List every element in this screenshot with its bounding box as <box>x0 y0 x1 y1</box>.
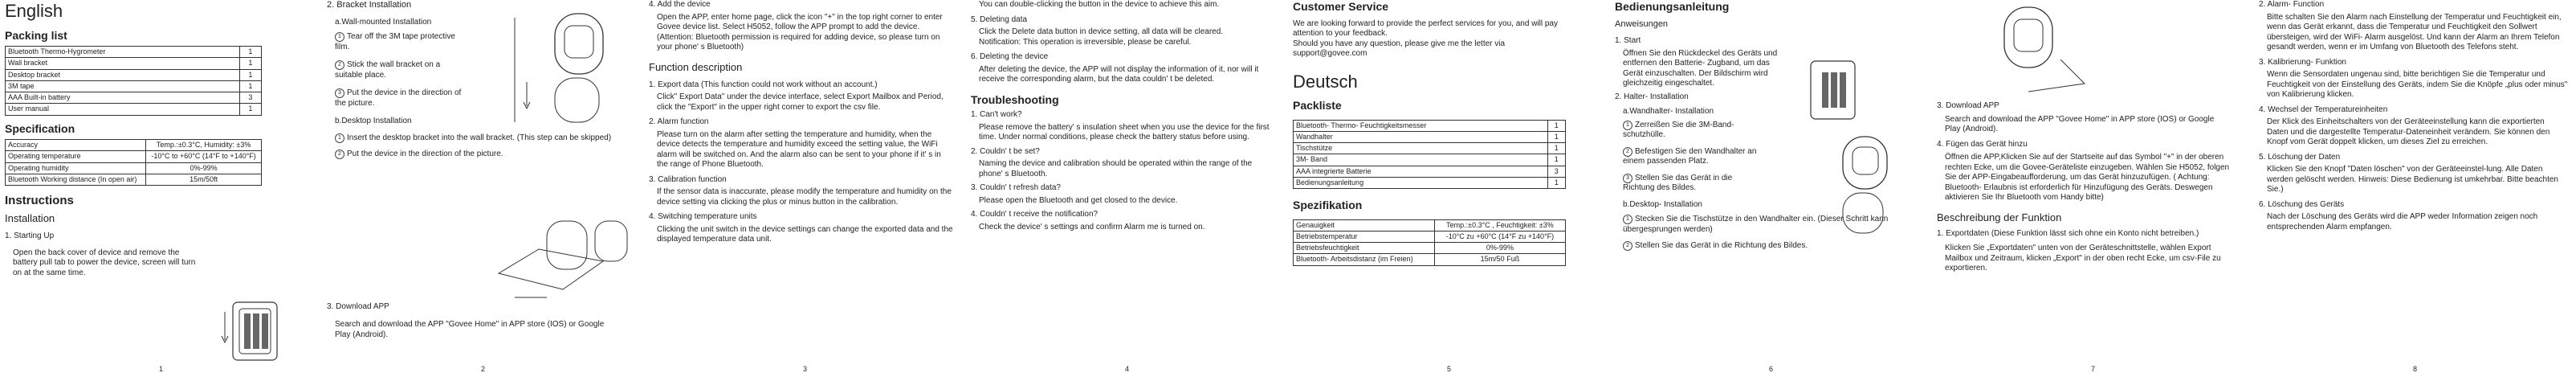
installation-title: Installation <box>5 211 55 224</box>
step-text: Search and download the APP "Govee Home" in APP store (IOS) or Google Play (Android). <box>1945 114 2215 133</box>
function-item-text: Bitte schalten Sie den Alarm nach Einstellung der Temperatur und Feuchtigkeit ein, wenn das Gerät erkannt, dass die Temperatur und Feuchtigkeit den Sollwert übersteigen, wird der WiFi- Alarm ausgelöst. Und kann der Alarm an Ihrem Telefon gesandt werden, wenn er im Umfang von Bluetooth des Telefons steht. <box>2267 12 2562 51</box>
function-item-title: 5. Deleting data <box>971 14 1028 24</box>
table-cell-label: Wandhalter <box>1294 131 1548 142</box>
troubleshooting-title: Troubleshooting <box>971 92 1059 106</box>
table-cell-label: Betriebsfeuchtigkeit <box>1294 243 1435 254</box>
subsection-title: b.Desktop Installation <box>335 117 412 126</box>
table-row <box>6 104 262 115</box>
customer-service-title: Customer Service <box>1293 0 1389 13</box>
page-7 <box>1932 0 2254 377</box>
table-row <box>1294 166 1566 177</box>
step-title: 1. Starting Up <box>5 232 55 240</box>
packing-list-title: Packliste <box>1293 99 1342 112</box>
function-item-text: After deleting the device, the APP will not display the information of it, nor will it receive the corresponding alarm, but the data couldn' t be deleted. <box>979 64 1259 84</box>
subsection-title: a.Wandhalter- Installation <box>1623 107 1714 117</box>
packing-list-table <box>1293 120 1566 190</box>
table-row <box>1294 243 1566 254</box>
table-cell-label: 3M tape <box>6 80 240 92</box>
device-back-illustration <box>217 296 305 364</box>
table-cell-label: Bluetooth Working distance (In open air) <box>6 174 146 185</box>
wall-mount-illustration <box>507 10 635 130</box>
table-row <box>6 47 262 58</box>
table-row <box>6 174 262 185</box>
device-illustration <box>1980 3 2101 100</box>
table-cell-value: 3 <box>239 92 261 104</box>
table-row <box>6 58 262 69</box>
step-title: 4. Fügen das Gerät hinzu <box>1937 139 2028 149</box>
language-title: Deutsch <box>1293 71 1358 92</box>
table-cell-value: 15m/50 Fuß <box>1434 254 1565 265</box>
function-item-title: 6. Deleting the device <box>971 52 1049 61</box>
page-number: 6 <box>1768 364 1773 373</box>
table-cell-label: Operating humidity <box>6 162 146 174</box>
function-item-text: Please turn on the alarm after setting the temperature and humidity, when the device detects the temperature and humidity exceed the setting value, the WiFi alarm will be switched on. And the alarm also can be sent to your phone if it' s in the range of Phone Bluetooth. <box>657 129 941 170</box>
table-row <box>1294 177 1566 188</box>
step-text: Open the back cover of device and remove the battery pull tab to power the device, screen will turn on at the same time. <box>13 248 196 277</box>
table-row <box>6 162 262 174</box>
list-item: 1 Tear off the 3M tape protective film. <box>335 32 455 51</box>
table-cell-value: 1 <box>239 80 261 92</box>
function-item-title: 4. Switching temperature units <box>649 212 757 222</box>
table-cell-label: User manual <box>6 104 240 115</box>
table-cell-label: Bluetooth- Thermo- Feuchtigkeitsmesser <box>1294 120 1548 131</box>
table-cell-label: Operating temperature <box>6 151 146 162</box>
table-row <box>1294 254 1566 265</box>
table-cell-label: AAA integrierte Batterie <box>1294 166 1548 177</box>
table-cell-value: 15m/50ft <box>146 174 262 185</box>
table-row <box>6 69 262 80</box>
table-cell-value: 1 <box>239 47 261 58</box>
packing-list-table <box>5 46 262 116</box>
desktop-mount-illustration <box>483 217 635 313</box>
faq-question: 3. Couldn' t refresh data? <box>971 183 1061 192</box>
table-cell-label: Bluetooth Thermo-Hygrometer <box>6 47 240 58</box>
table-cell-label: Tischstütze <box>1294 143 1548 154</box>
list-item: 1 Stecken Sie die Tischstütze in den Wandhalter ein. (Dieser Schritt kann übergesprungen werden) <box>1623 215 1889 234</box>
table-cell-value: -10°C zu +60°C (14°F zu +140°F) <box>1434 231 1565 242</box>
page-2 <box>322 0 644 377</box>
table-row <box>1294 143 1566 154</box>
table-row <box>6 140 262 151</box>
page-4 <box>966 0 1288 377</box>
table-cell-value: 1 <box>1547 120 1565 131</box>
page-5 <box>1288 0 1610 377</box>
page-8 <box>2254 0 2576 377</box>
step-title: 2. Halter- Installation <box>1615 92 1689 101</box>
table-row <box>1294 231 1566 242</box>
table-row <box>1294 120 1566 131</box>
faq-question: 4. Couldn' t receive the notification? <box>971 210 1098 219</box>
page-number: 7 <box>2090 364 2095 373</box>
section-text: Search and download the APP "Govee Home" in APP store (IOS) or Google Play (Android). <box>335 320 605 339</box>
step-title: 3. Download APP <box>1937 101 1999 110</box>
section-title: 4. Add the device <box>649 0 711 9</box>
page-number: 8 <box>2412 364 2417 373</box>
table-cell-value: 0%-99% <box>146 162 262 174</box>
faq-answer: Naming the device and calibration should be operated within the range of the phone' s Bluetooth. <box>979 159 1253 178</box>
page-6 <box>1610 0 1932 377</box>
section-title: 3. Download APP <box>327 302 389 311</box>
section-text: Open the APP, enter home page, click the icon "+" in the top right corner to enter Govee device list. Select H5052, follow the APP prompt to add the device. (Attention: Bluetooth permission is required for adding device, so please turn on your phone' s Bluetooth) <box>657 12 943 51</box>
wall-mount-illustration <box>1795 133 1923 237</box>
table-row <box>6 80 262 92</box>
table-cell-value: 1 <box>239 58 261 69</box>
table-row <box>1294 154 1566 166</box>
table-cell-value: 3 <box>1547 166 1565 177</box>
function-item-title: 2. Alarm- Function <box>2259 0 2325 9</box>
function-item-title: 5. Löschung der Daten <box>2259 152 2341 162</box>
table-row <box>1294 219 1566 231</box>
table-cell-label: AAA Built-in battery <box>6 92 240 104</box>
function-item-text: If the sensor data is inaccurate, please modify the temperature and humidity on the device setting via clicking the plus or minus button in the calibration. <box>657 187 952 207</box>
table-cell-label: 3M- Band <box>1294 154 1548 166</box>
table-cell-value: 1 <box>239 69 261 80</box>
table-cell-label: Bluetooth- Arbeitsdistanz (im Freien) <box>1294 254 1435 265</box>
function-item-title: 3. Calibration function <box>649 174 727 184</box>
table-cell-label: Genauigkeit <box>1294 219 1435 231</box>
function-title: Beschreibung der Funktion <box>1937 211 2062 223</box>
function-item-text: Klicken Sie den Knopf "Daten löschen" von der Geräteeinstel-lung. Alle Daten werden gelöscht werden. Hinweis: Diese Bedienung ist umkehrbar. Bitte beachten Sie.) <box>2267 165 2558 194</box>
table-cell-value: Temp.:±0.3°C , Feuchtigkeit: ±3% <box>1434 219 1565 231</box>
function-item-title: 1. Exportdaten (Diese Funktion lässt sich ohne ein Konto nicht betreiben.) <box>1937 228 2199 238</box>
function-item-text: Der Klick des Einheitschalters von der Geräteeinstellung kann die exportierten Daten und die dargestellte Temperatur-Dateneinheit verändern. Sie können den Knopf vom Gerät doppelt klicken, um dieses Ziel zu erreichen. <box>2267 117 2550 146</box>
page-number: 1 <box>158 364 163 373</box>
function-item-title: 2. Alarm function <box>649 117 709 127</box>
specification-table <box>1293 219 1566 266</box>
function-item-text: Wenn die Sensordaten ungenau sind, bitte berichtigen Sie die Temperatur und Feuchtigkeit von der Einstellung des Geräts, indem Sie die Knöpfe „plus oder minus" von Kalibrierung klicken. <box>2267 70 2568 99</box>
list-item: 3 Put the device in the direction of the picture. <box>335 88 462 108</box>
page-number: 3 <box>802 364 807 373</box>
list-item: 2 Befestigen Sie den Wandhalter an einem passenden Platz. <box>1623 146 1757 166</box>
table-cell-value: 0%-99% <box>1434 243 1565 254</box>
page-number: 4 <box>1124 364 1129 373</box>
subsection-title: Anweisungen <box>1615 18 1669 29</box>
faq-answer: Please remove the battery' s insulation sheet when you use the device for the first time. Under normal conditions, please check the battery status before using. <box>979 122 1270 141</box>
faq-answer: Please open the Bluetooth and get closed to the device. <box>979 195 1178 205</box>
table-cell-label: Bedienungsanleitung <box>1294 177 1548 188</box>
step-text: Öffnen Sie den Rückdeckel des Geräts und entfernen den Batterie- Zugband, um das Gerät einzuschalten. Der Bildschirm wird gleichzeitig eingeschaltet. <box>1623 48 1778 88</box>
page-number: 2 <box>480 364 485 373</box>
section-title: Bedienungsanleitung <box>1615 0 1730 13</box>
customer-service-text: We are looking forward to provide the perfect services for you, and will pay attention to your feedback. Should you have any question, please give me the letter via support@govee.com <box>1293 18 1558 58</box>
list-item: 3 Stellen Sie das Gerät in die Richtung des Bildes. <box>1623 173 1733 193</box>
function-item-text: Click the Delete data button in device setting, all data will be cleared. Notification: This operation is irreversible, please be careful. <box>979 27 1224 47</box>
function-item-title: 6. Löschung des Geräts <box>2259 199 2345 209</box>
specification-title: Specification <box>5 121 75 135</box>
page-3 <box>644 0 966 377</box>
list-item: 2 Stellen Sie das Gerät in die Richtung des Bildes. <box>1623 241 1896 252</box>
list-item: 2 Put the device in the direction of the picture. <box>335 150 616 160</box>
table-cell-value: 1 <box>239 104 261 115</box>
function-item-title: 4. Wechsel der Temperatureinheiten <box>2259 104 2388 114</box>
packing-list-title: Packing list <box>5 28 67 42</box>
faq-answer: Check the device' s settings and confirm Alarm me is turned on. <box>979 222 1205 232</box>
table-cell-value: Temp.:±0.3°C, Humidity: ±3% <box>146 140 262 151</box>
function-item-title: 3. Kalibrierung- Funktion <box>2259 57 2346 67</box>
instructions-title: Instructions <box>5 194 74 207</box>
language-title: English <box>5 1 63 21</box>
function-item-text: Nach der Löschung des Geräts wird die APP weder Information zeigen noch entsprechenden Alarm empfangen. <box>2267 212 2538 232</box>
table-row <box>6 92 262 104</box>
subsection-title: a.Wall-mounted Installation <box>335 17 432 27</box>
step-title: 1. Start <box>1615 36 1641 46</box>
table-row <box>1294 131 1566 142</box>
table-cell-label: Betriebstemperatur <box>1294 231 1435 242</box>
page-number: 5 <box>1446 364 1451 373</box>
faq-question: 2. Couldn' t be set? <box>971 146 1040 156</box>
function-item-title: 1. Export data (This function could not work without an account.) <box>649 80 878 89</box>
function-item-text: Klicken Sie „Exportdaten" unten von der Geräteschnittstelle, wählen Export Mailbox und Zeitraum, klicken „Export" in der oben recht Ecke, um csv-File zu exportieren. <box>1945 244 2221 273</box>
table-row <box>6 151 262 162</box>
list-item: 1 Insert the desktop bracket into the wall bracket. (This step can be skipped) <box>335 133 616 144</box>
function-item-text: Click" Export Data" under the device interface, select Export Mailbox and Period, click the "Export" in the upper right corner to export the csv file. <box>657 92 944 112</box>
step-text: Öffnen die APP,Klicken Sie auf der Startseite auf das Symbol "+" in der oberen rechten Ecke, um die Govee-Geräteliste einzugeben. Wählen Sie H5052, folgen Sie der APP-Eingabeaufforderung, um das Gerät hinzuzufügen. ( Achtung: Bluetooth- Erlaubnis ist erforderlich für Hinzufügung des Geräts. Deswegen aktivieren Sie Ihr Bluetooth vom Handy bitte) <box>1945 153 2230 202</box>
specification-title: Spezifikation <box>1293 199 1363 211</box>
section-text: You can double-clicking the button in the device to achieve this aim. <box>979 0 1220 9</box>
list-item: 2 Stick the wall bracket on a suitable place. <box>335 60 441 80</box>
section-title: 2. Bracket Installation <box>327 0 412 10</box>
function-title: Function description <box>649 60 743 73</box>
specification-table <box>5 139 262 186</box>
list-item: 1 Zerreißen Sie die 3M-Band-schutzhülle. <box>1623 120 1734 140</box>
table-cell-label: Desktop bracket <box>6 69 240 80</box>
table-cell-value: 1 <box>1547 154 1565 166</box>
faq-question: 1. Can't work? <box>971 110 1022 119</box>
table-cell-value: 1 <box>1547 131 1565 142</box>
table-cell-value: 1 <box>1547 177 1565 188</box>
table-cell-label: Wall bracket <box>6 58 240 69</box>
function-item-text: Clicking the unit switch in the device settings can change the exported data and the displayed temperature data unit. <box>657 224 953 244</box>
subsection-title: b.Desktop- Installation <box>1623 199 1702 209</box>
device-back-illustration <box>1795 56 1883 125</box>
table-cell-label: Accuracy <box>6 140 146 151</box>
page-1 <box>0 0 322 377</box>
table-cell-value: 1 <box>1547 143 1565 154</box>
table-cell-value: -10°C to +60°C (14°F to +140°F) <box>146 151 262 162</box>
